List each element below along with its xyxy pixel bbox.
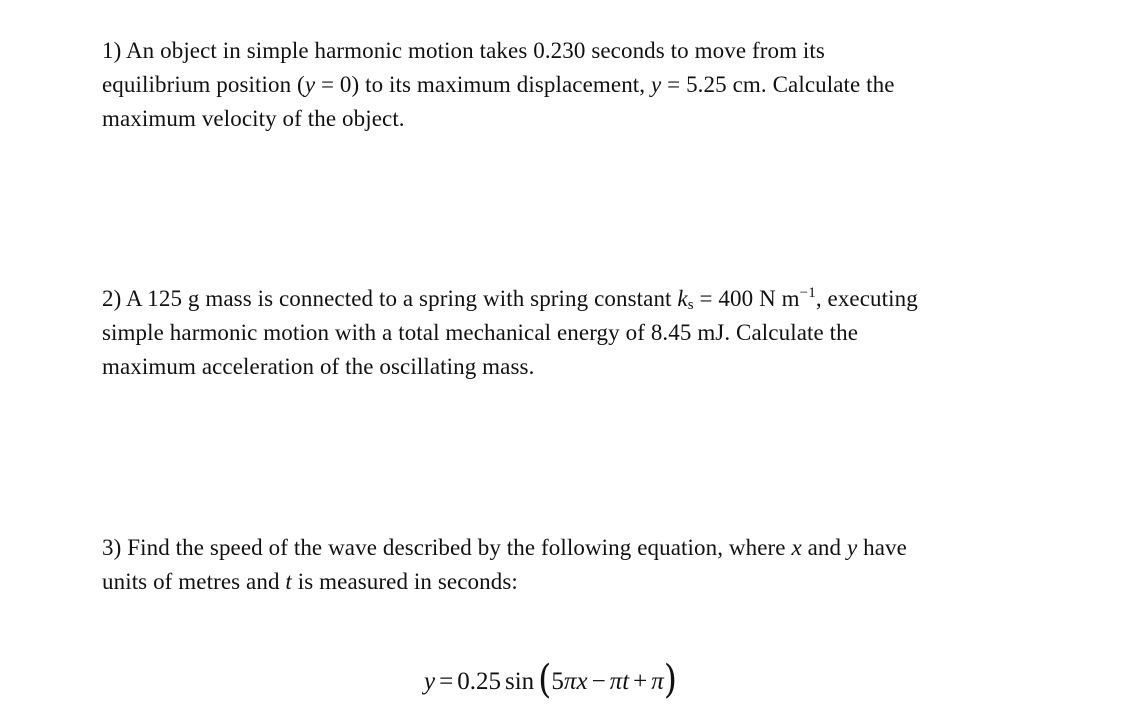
question-2-line-1: 2) A 125 g mass is connected to a spring with spring constant $k_s = 400$ N $m^{-1}$, executing	[102, 285, 918, 313]
variable-y: y	[651, 72, 662, 97]
pi-symbol: π	[651, 668, 664, 695]
question-1	[102, 34, 1062, 136]
variable-y: y	[846, 535, 858, 560]
wavenumber-coef: 5	[551, 668, 564, 695]
close-paren: )	[663, 657, 678, 703]
variable-t: t	[622, 668, 630, 695]
subscript-s: s	[687, 297, 694, 313]
sine-function: sin	[504, 668, 535, 695]
question-2-line-2: simple harmonic motion with a total mechanical energy of 8.45 mJ. Calculate the	[102, 320, 859, 345]
variable-x: x	[576, 668, 588, 695]
amplitude: 0.25	[457, 668, 501, 695]
equals-sign: =	[439, 668, 454, 695]
open-paren: (	[538, 657, 552, 703]
question-1-line-1: 1) An object in simple harmonic motion takes 0.230 seconds to move from its	[102, 38, 825, 63]
question-number: 2)	[102, 286, 122, 311]
question-1-line-3: maximum velocity of the object.	[102, 106, 405, 131]
question-number: 3)	[102, 535, 122, 560]
pi-symbol: π	[609, 668, 623, 695]
question-3-line-1: 3) Find the speed of the wave described by the following equation, where x and y have	[102, 535, 907, 560]
question-number: 1)	[102, 38, 122, 63]
minus-sign: −	[591, 668, 606, 695]
variable-y: y	[304, 72, 316, 97]
wave-equation	[424, 657, 678, 703]
question-3	[102, 531, 1062, 599]
equation-lhs: y	[424, 668, 436, 695]
question-3-line-2: units of metres and t is measured in seconds:	[102, 569, 518, 594]
variable-k: k	[677, 286, 688, 311]
question-1-line-2: equilibrium position (y = 0) to its maximum displacement, y = 5.25 cm. Calculate the	[102, 72, 895, 97]
question-2-line-3: maximum acceleration of the oscillating mass.	[102, 354, 535, 379]
question-2	[102, 282, 1062, 384]
superscript-minus-one: −1	[799, 285, 816, 301]
variable-x: x	[791, 535, 802, 560]
variable-t: t	[285, 569, 292, 594]
plus-sign: +	[633, 668, 648, 695]
pi-symbol: π	[563, 668, 577, 695]
